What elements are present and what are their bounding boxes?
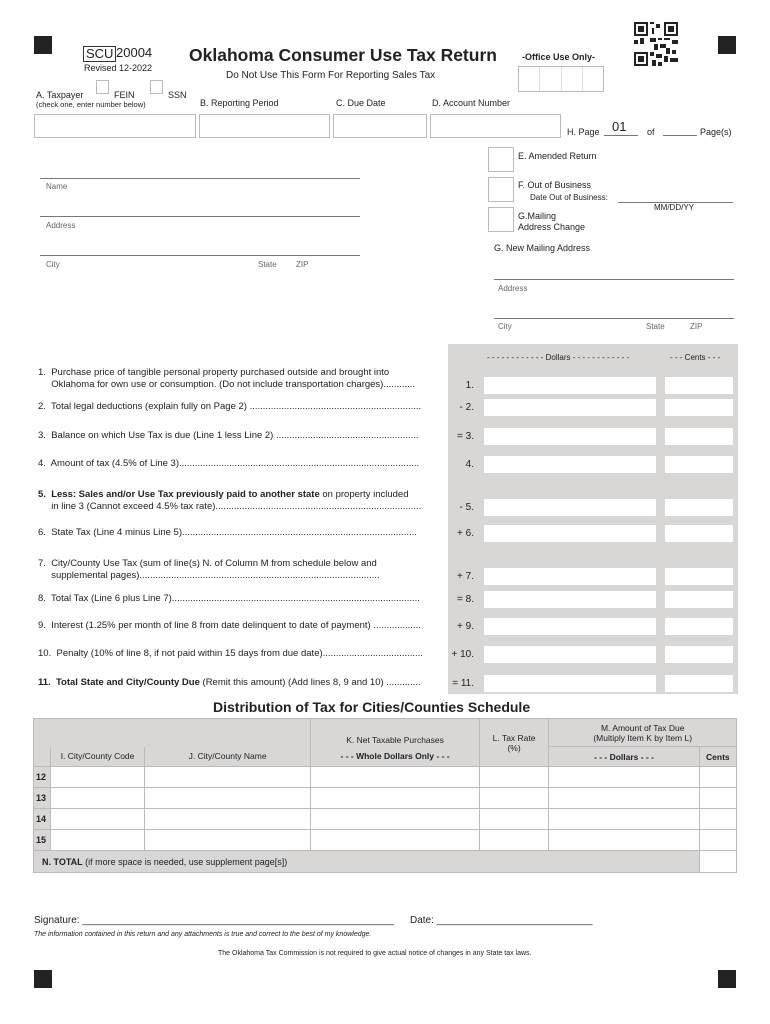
cents-column-header: - - - Cents - - -: [670, 353, 721, 362]
line-3-dollars-field[interactable]: [484, 428, 656, 445]
col-m-header-line1: M. Amount of Tax Due: [600, 722, 685, 733]
tax-rate-field[interactable]: [479, 830, 549, 851]
city-county-name-field[interactable]: [144, 809, 310, 830]
line-4-cents-field[interactable]: [665, 456, 733, 473]
total-rest-label: (if more space is needed, use supplement page[s]): [82, 856, 288, 867]
address-line[interactable]: [40, 216, 360, 217]
office-use-label: -Office Use Only-: [522, 52, 596, 62]
city-label: City: [46, 260, 60, 269]
col-j-header: J. City/County Name: [144, 747, 310, 767]
line-8-dollars-field[interactable]: [484, 591, 656, 608]
line-6-number: + 6.: [457, 528, 474, 539]
page-label: H. Page: [567, 127, 600, 137]
new-state-label: State: [646, 322, 665, 331]
new-address-line[interactable]: [494, 279, 734, 280]
new-city-label: City: [498, 322, 512, 331]
city-county-name-field[interactable]: [144, 767, 310, 788]
form-subtitle: Do Not Use This Form For Reporting Sales Tax: [226, 70, 436, 81]
line-5-rest-text: on property included: [319, 489, 409, 500]
table-row: [34, 809, 737, 830]
line-5-text-1: [38, 489, 448, 501]
net-taxable-purchases-field[interactable]: [311, 767, 479, 788]
address-label: Address: [46, 221, 76, 230]
col-m-header-line2: (Multiply Item K by Item L): [593, 732, 693, 743]
tax-rate-field[interactable]: [479, 809, 549, 830]
net-taxable-purchases-field[interactable]: [311, 830, 479, 851]
line-2-number: - 2.: [459, 402, 474, 413]
line-9-dollars-field[interactable]: [484, 618, 656, 635]
notice-text: The Oklahoma Tax Commission is not required to give actual notice of changes in any State tax laws.: [218, 950, 532, 957]
line-4-dollars-field[interactable]: [484, 456, 656, 473]
schedule-title: Distribution of Tax for Cities/Counties Schedule: [213, 699, 531, 715]
table-row: [34, 788, 737, 809]
city-county-code-field[interactable]: [51, 788, 145, 809]
line-8-number: = 8.: [457, 594, 474, 605]
line-9-description: [38, 620, 448, 632]
line-2-dollars-field[interactable]: [484, 399, 656, 416]
net-taxable-purchases-field[interactable]: [311, 788, 479, 809]
computation-panel: [448, 344, 738, 694]
col-l-header-line2: (%): [507, 742, 521, 753]
revised-date: Revised 12-2022: [84, 63, 153, 73]
col-k-subheader: - - - Whole Dollars Only - - -: [311, 747, 479, 767]
zip-label: ZIP: [296, 260, 309, 269]
line-1-number: 1.: [465, 380, 474, 391]
line-11-text-1: [38, 677, 448, 689]
line-4-number: 4.: [465, 459, 474, 470]
line-10-cents-field[interactable]: [665, 646, 733, 663]
form-code: SCU: [83, 46, 116, 62]
col-m-header: [549, 719, 737, 747]
line-1-cents-field[interactable]: [665, 377, 733, 394]
tax-due-dollars-field[interactable]: [549, 809, 699, 830]
account-number-label: D. Account Number: [432, 98, 511, 108]
line-8-text-1: 8. Total Tax (Line 6 plus Line 7)..............................................................................................: [38, 593, 420, 604]
col-m-dollars-header: - - - Dollars - - -: [549, 747, 699, 767]
out-of-business-label: F. Out of Business: [518, 180, 592, 190]
state-label: State: [258, 260, 277, 269]
registration-mark-top-left: [34, 36, 52, 54]
taxpayer-label: A. Taxpayer: [36, 90, 84, 100]
line-5-dollars-field[interactable]: [484, 499, 656, 516]
line-11-number: = 11.: [452, 678, 474, 689]
line-4-text-1: 4. Amount of tax (4.5% of Line 3)...........................................................................................: [38, 458, 420, 469]
registration-mark-bottom-left: [34, 970, 52, 988]
out-of-business-checkbox[interactable]: [488, 177, 514, 202]
line-11-dollars-field[interactable]: [484, 675, 656, 692]
date-format-label: MM/DD/YY: [654, 203, 694, 212]
line-3-number: = 3.: [457, 431, 474, 442]
col-i-header: I. City/County Code: [51, 747, 145, 767]
form-title: Oklahoma Consumer Use Tax Return: [189, 45, 497, 65]
city-county-name-field[interactable]: [144, 830, 310, 851]
line-6-dollars-field[interactable]: [484, 525, 656, 542]
line-5-number: - 5.: [459, 502, 474, 513]
registration-mark-bottom-right: [718, 970, 736, 988]
new-zip-label: ZIP: [690, 322, 703, 331]
amended-return-checkbox[interactable]: [488, 147, 514, 172]
line-7-description: [38, 558, 448, 582]
line-6-cents-field[interactable]: [665, 525, 733, 542]
new-address-label: Address: [498, 284, 528, 293]
table-row: [34, 830, 737, 851]
line-5-text-2: in line 3 (Cannot exceed 4.5% tax rate)..............................................................................: [38, 501, 422, 512]
line-6-description: [38, 527, 448, 539]
line-10-number: + 10.: [451, 649, 474, 660]
due-date-label: C. Due Date: [336, 98, 386, 108]
line-1-text-2: Oklahoma for own use or consumption. (Do not include transportation charges)............: [38, 379, 416, 390]
row-number: 14: [34, 809, 51, 830]
total-cents-cell[interactable]: [699, 851, 736, 873]
line-3-cents-field[interactable]: [665, 428, 733, 445]
dollars-column-header: - - - - - - - - - - - - Dollars - - - - - - - - - - - -: [487, 353, 630, 362]
pages-label: Page(s): [700, 127, 732, 137]
tax-rate-field[interactable]: [479, 788, 549, 809]
date-out-label: Date Out of Business:: [530, 193, 608, 202]
due-date-field[interactable]: [333, 114, 427, 138]
line-11-bold-text: 11. Total State and City/County Due: [38, 677, 200, 688]
name-label: Name: [46, 182, 68, 191]
attestation-text: The information contained in this return and any attachments is true and correct to the best of my knowledge.: [34, 931, 372, 938]
tax-due-cents-field[interactable]: [699, 830, 736, 851]
line-1-text-1: 1. Purchase price of tangible personal property purchased outside and brought into: [38, 367, 390, 378]
line-7-number: + 7.: [457, 571, 474, 582]
row-number: 13: [34, 788, 51, 809]
line-5-cents-field[interactable]: [665, 499, 733, 516]
signature-line[interactable]: Signature: ________________________________________________________: [34, 915, 394, 926]
mailing-change-label-1: G.Mailing: [518, 211, 557, 221]
city-county-code-field[interactable]: [51, 767, 145, 788]
line-11-cents-field[interactable]: [665, 675, 733, 692]
form-number: 20004: [116, 45, 153, 60]
row-number: 15: [34, 830, 51, 851]
new-city-line[interactable]: [494, 318, 734, 319]
reporting-period-label: B. Reporting Period: [200, 98, 279, 108]
line-10-description: [38, 648, 448, 660]
page-value-line: [604, 135, 638, 136]
tax-due-cents-field[interactable]: [699, 767, 736, 788]
line-7-dollars-field[interactable]: [484, 568, 656, 585]
fein-label: FEIN: [114, 90, 135, 100]
line-2-cents-field[interactable]: [665, 399, 733, 416]
city-county-name-field[interactable]: [144, 788, 310, 809]
line-5-description: [38, 489, 448, 513]
mailing-change-label-2: Address Change: [518, 222, 586, 232]
total-row-label: [34, 851, 700, 873]
of-label: of: [647, 127, 655, 137]
taxpayer-number-field[interactable]: [34, 114, 196, 138]
account-number-field[interactable]: [430, 114, 561, 138]
tax-rate-field[interactable]: [479, 767, 549, 788]
city-line[interactable]: [40, 255, 360, 256]
line-2-text-1: 2. Total legal deductions (explain fully on Page 2) .................................................................: [38, 401, 422, 412]
table-row: [34, 767, 737, 788]
line-1-description: [38, 367, 448, 391]
tax-due-dollars-field[interactable]: [549, 830, 699, 851]
fein-checkbox[interactable]: [96, 80, 109, 94]
page-value[interactable]: 01: [612, 119, 627, 134]
col-k-header: K. Net Taxable Purchases: [311, 719, 479, 747]
line-11-rest-text: (Remit this amount) (Add lines 8, 9 and 10) .............: [199, 677, 421, 688]
line-9-text-1: 9. Interest (1.25% per month of line 8 from date delinquent to date of payment) ..................: [38, 620, 421, 631]
line-10-dollars-field[interactable]: [484, 646, 656, 663]
line-9-number: + 9.: [457, 621, 474, 632]
line-3-description: [38, 430, 448, 442]
net-taxable-purchases-field[interactable]: [311, 809, 479, 830]
mailing-change-checkbox[interactable]: [488, 207, 514, 232]
city-county-code-field[interactable]: [51, 809, 145, 830]
line-4-description: [38, 458, 448, 470]
line-8-description: [38, 593, 448, 605]
reporting-period-field[interactable]: [199, 114, 330, 138]
date-line[interactable]: Date: ____________________________: [410, 915, 593, 926]
col-l-header: [479, 719, 549, 767]
line-9-cents-field[interactable]: [665, 618, 733, 635]
office-use-box: [518, 66, 604, 92]
line-2-description: [38, 401, 448, 413]
col-l-header-line1: L. Tax Rate: [492, 732, 536, 743]
taxpayer-hint: (check one, enter number below): [36, 100, 146, 109]
line-11-description: [38, 677, 448, 689]
city-county-code-field[interactable]: [51, 830, 145, 851]
qr-code: [634, 22, 678, 66]
page-total-line[interactable]: [663, 135, 697, 136]
new-mailing-label: G. New Mailing Address: [494, 243, 591, 253]
row-number: 12: [34, 767, 51, 788]
ssn-checkbox[interactable]: [150, 80, 163, 94]
line-7-text-1: 7. City/County Use Tax (sum of line(s) N. of Column M from schedule below and: [38, 558, 377, 569]
tax-due-dollars-field[interactable]: [549, 788, 699, 809]
registration-mark-top-right: [718, 36, 736, 54]
line-7-text-2: supplemental pages)...........................................................................................: [38, 570, 380, 581]
col-m-cents-header: Cents: [699, 747, 736, 767]
line-10-text-1: 10. Penalty (10% of line 8, if not paid within 15 days from due date)......................................: [38, 648, 423, 659]
line-1-dollars-field[interactable]: [484, 377, 656, 394]
name-line[interactable]: [40, 178, 360, 179]
ssn-label: SSN: [168, 90, 187, 100]
amended-return-label: E. Amended Return: [518, 151, 597, 161]
tax-due-cents-field[interactable]: [699, 788, 736, 809]
schedule-table: [33, 718, 737, 873]
line-7-cents-field[interactable]: [665, 568, 733, 585]
line-3-text-1: 3. Balance on which Use Tax is due (Line 1 less Line 2) ......................................................: [38, 430, 419, 441]
tax-due-cents-field[interactable]: [699, 809, 736, 830]
tax-due-dollars-field[interactable]: [549, 767, 699, 788]
line-6-text-1: 6. State Tax (Line 4 minus Line 5).........................................................................................: [38, 527, 417, 538]
total-bold-label: N. TOTAL: [42, 856, 83, 867]
line-8-cents-field[interactable]: [665, 591, 733, 608]
line-5-bold-text: 5. Less: Sales and/or Use Tax previously paid to another state: [38, 489, 320, 500]
